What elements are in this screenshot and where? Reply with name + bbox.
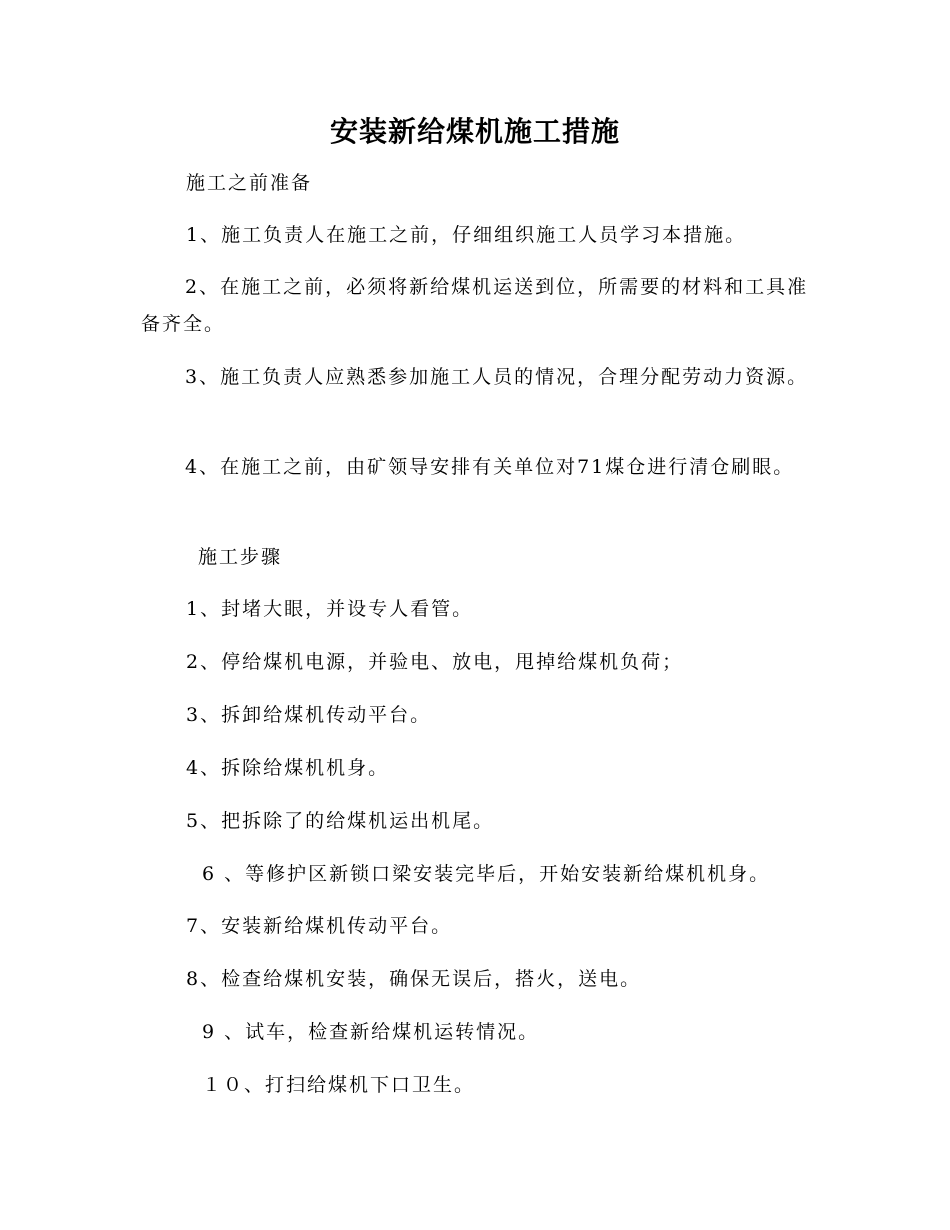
step-item-1: 1、封堵大眼，并设专人看管。	[186, 598, 474, 620]
step-item-9: 9 、试车，检查新给煤机运转情况。	[202, 1021, 540, 1043]
step-item-10: １０、打扫给煤机下口卫生。	[202, 1074, 476, 1096]
prep-item-2: 2、在施工之前，必须将新给煤机运送到位，所需要的材料和工具准备齐全。	[141, 276, 809, 335]
prep-item-1: 1、施工负责人在施工之前，仔细组织施工人员学习本措施。	[186, 224, 747, 246]
prep-item-3: 3、施工负责人应熟悉参加施工人员的情况，合理分配劳动力资源。	[185, 366, 809, 388]
step-item-8: 8、检查给煤机安装，确保无误后，搭火，送电。	[186, 968, 642, 990]
section-heading-prep: 施工之前准备	[186, 172, 313, 194]
step-item-5: 5、把拆除了的给煤机运出机尾。	[186, 810, 495, 832]
step-item-4: 4、拆除给煤机机身。	[186, 757, 390, 779]
step-item-3: 3、拆卸给煤机传动平台。	[186, 704, 432, 726]
step-item-7: 7、安装新给煤机传动平台。	[186, 915, 453, 937]
step-item-2: 2、停给煤机电源，并验电、放电，甩掉给煤机负荷；	[186, 651, 684, 673]
section-heading-steps: 施工步骤	[198, 546, 283, 568]
step-item-6: 6 、等修护区新锁口梁安装完毕后，开始安装新给煤机机身。	[202, 863, 771, 885]
document-title: 安装新给煤机施工措施	[329, 115, 620, 148]
prep-item-4: 4、在施工之前，由矿领导安排有关单位对71煤仓进行清仓刷眼。	[185, 456, 795, 478]
